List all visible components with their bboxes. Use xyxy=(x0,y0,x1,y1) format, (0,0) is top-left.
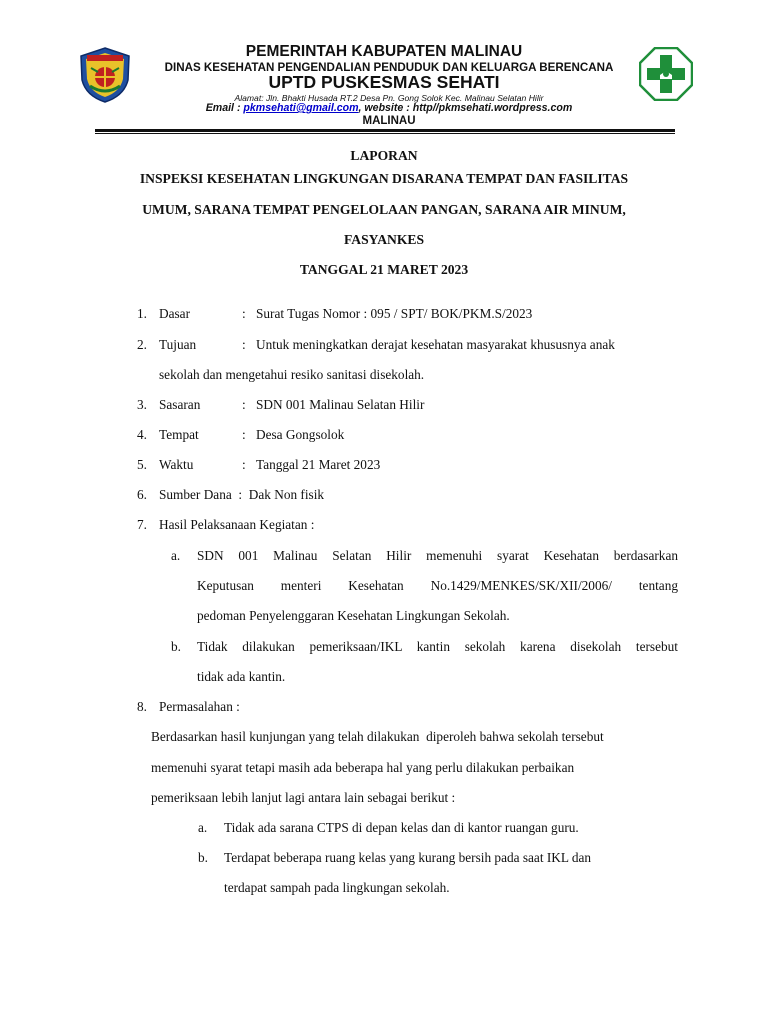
item-value-dasar: Surat Tugas Nomor : 095 / SPT/ BOK/PKM.S/2023 xyxy=(256,306,533,321)
item-separator: : xyxy=(242,427,246,442)
website-label: , website : xyxy=(358,102,413,114)
hasil-a-line: SDN 001 Malinau Selatan Hilir memenuhi syarat Kesehatan berdasarkan xyxy=(197,548,678,563)
agency-name: DINAS KESEHATAN PENGENDALIAN PENDUDUK DAN KELUARGA BERENCANA xyxy=(164,61,614,74)
item-value-tujuan: Untuk meningkatkan derajat kesehatan masyarakat khususnya anak xyxy=(256,337,615,352)
item-number: 7. xyxy=(137,517,147,532)
item-number: 5. xyxy=(137,457,147,472)
item-value-waktu: Tanggal 21 Maret 2023 xyxy=(256,457,381,472)
email-link[interactable]: pkmsehati@gmail.com xyxy=(243,102,359,114)
item-number: 3. xyxy=(137,397,147,412)
email-label: Email : xyxy=(205,102,244,114)
permasalahan-paragraph-line: Berdasarkan hasil kunjungan yang telah dilakukan diperoleh bahwa sekolah tersebut xyxy=(151,729,604,744)
report-subtitle-1: INSPEKSI KESEHATAN LINGKUNGAN DISARANA TEMPAT DAN FASILITAS xyxy=(139,171,629,186)
item-label-sasaran: Sasaran xyxy=(159,397,201,412)
item-label-dasar: Dasar xyxy=(159,306,191,321)
item-separator: : xyxy=(242,306,246,321)
permasalahan-b-line: terdapat sampah pada lingkungan sekolah. xyxy=(224,880,450,895)
report-subtitle-3: FASYANKES xyxy=(343,232,425,247)
institution-name: UPTD PUSKESMAS SEHATI xyxy=(268,72,500,92)
item-separator: : xyxy=(242,457,246,472)
report-date: TANGGAL 21 MARET 2023 xyxy=(299,262,469,277)
hasil-a-line: pedoman Penyelenggaran Kesehatan Lingkungan Sekolah. xyxy=(197,608,510,623)
item-number: 4. xyxy=(137,427,147,442)
header-rule-thin xyxy=(95,133,675,134)
permasalahan-b-line: Terdapat beberapa ruang kelas yang kurang bersih pada saat IKL dan xyxy=(224,850,592,865)
contact-line xyxy=(5,102,768,114)
permasalahan-paragraph-line: memenuhi syarat tetapi masih ada beberapa hal yang perlu dilakukan perbaikan xyxy=(151,760,575,775)
item-label-tempat: Tempat xyxy=(159,427,199,442)
permasalahan-paragraph-line: pemeriksaan lebih lanjut lagi antara lain sebagai berikut : xyxy=(151,790,456,805)
hasil-letter: b. xyxy=(171,639,181,654)
item-value-tempat: Desa Gongsolok xyxy=(256,427,345,442)
hasil-b-line: Tidak dilakukan pemeriksaan/IKL kantin sekolah karena disekolah tersebut xyxy=(197,639,678,654)
item-permasalahan-heading: Permasalahan : xyxy=(159,699,240,714)
item-hasil-heading: Hasil Pelaksanaan Kegiatan : xyxy=(159,517,315,532)
report-title: LAPORAN xyxy=(350,148,418,163)
address: Alamat: Jln. Bhakti Husada RT.2 Desa Pn. Gong Solok Kec. Malinau Selatan Hilir xyxy=(234,93,544,103)
permasalahan-a-line: Tidak ada sarana CTPS di depan kelas dan di kantor ruangan guru. xyxy=(224,820,579,835)
item-separator: : xyxy=(242,337,246,352)
permasalahan-letter: a. xyxy=(198,820,208,835)
permasalahan-letter: b. xyxy=(198,850,208,865)
government-name: PEMERINTAH KABUPATEN MALINAU xyxy=(245,43,523,60)
item-value-tujuan-cont: sekolah dan mengetahui resiko sanitasi disekolah. xyxy=(159,367,425,382)
website-text: http//pkmsehati.wordpress.com xyxy=(412,102,573,114)
hasil-letter: a. xyxy=(171,548,181,563)
item-number: 2. xyxy=(137,337,147,352)
report-subtitle-2: UMUM, SARANA TEMPAT PENGELOLAAN PANGAN, SARANA AIR MINUM, xyxy=(142,202,626,217)
city: MALINAU xyxy=(362,115,416,127)
letterhead xyxy=(0,0,768,140)
hasil-b-line: tidak ada kantin. xyxy=(197,669,286,684)
item-number: 1. xyxy=(137,306,147,321)
item-separator: : xyxy=(242,397,246,412)
item-number: 8. xyxy=(137,699,147,714)
item-number: 6. xyxy=(137,487,147,502)
hasil-a-line: Keputusan menteri Kesehatan No.1429/MENKES/SK/XII/2006/ tentang xyxy=(197,578,678,593)
item-label-tujuan: Tujuan xyxy=(159,337,197,352)
item-value-sasaran: SDN 001 Malinau Selatan Hilir xyxy=(256,397,425,412)
header-rule-thick xyxy=(95,129,675,132)
item-sumber-dana: Sumber Dana : Dak Non fisik xyxy=(159,487,325,502)
item-label-waktu: Waktu xyxy=(159,457,194,472)
